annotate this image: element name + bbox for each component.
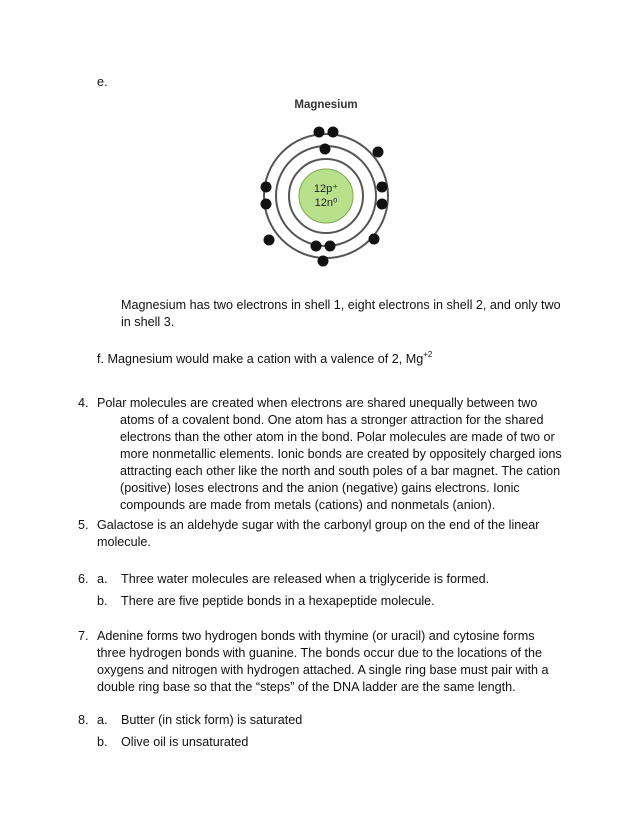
q6-number: 6. bbox=[78, 572, 89, 586]
nucleus-neutrons: 12n⁰ bbox=[314, 197, 338, 209]
item-e-marker: e. bbox=[97, 75, 108, 89]
q4-line: (positive) loses electrons and the anion (negative) gains electrons. Ionic bbox=[120, 481, 520, 495]
item-f-superscript: +2 bbox=[423, 349, 433, 359]
q7-answer bbox=[97, 628, 549, 696]
q7-line: double ring base so that the “steps” of the DNA ladder are the same length. bbox=[97, 680, 516, 694]
nucleus-protons: 12p⁺ bbox=[313, 183, 339, 195]
q7-line: oxygens and nitrogen with hydrogen attached. A single ring base must pair with a bbox=[97, 663, 549, 677]
q8-a-marker: a. bbox=[97, 713, 108, 727]
q4-answer bbox=[97, 395, 562, 514]
magnesium-bohr-diagram bbox=[254, 92, 394, 268]
electron-dot bbox=[325, 241, 336, 252]
electron-dot bbox=[318, 256, 329, 267]
q8-number: 8. bbox=[78, 713, 89, 727]
q4-line: more nonmetallic elements. Ionic bonds are created by oppositely charged ions bbox=[120, 447, 562, 461]
q6-b-text: There are five peptide bonds in a hexapeptide molecule. bbox=[121, 594, 435, 608]
q8-b-marker: b. bbox=[97, 735, 108, 749]
q6-a-text: Three water molecules are released when a triglyceride is formed. bbox=[121, 572, 490, 586]
q6-b-marker: b. bbox=[97, 594, 108, 608]
q5-number: 5. bbox=[78, 518, 89, 532]
item-f-text: f. Magnesium would make a cation with a valence of 2, Mg bbox=[97, 352, 424, 366]
q7-line: three hydrogen bonds with guanine. The bonds occur due to the locations of the bbox=[97, 646, 543, 660]
q4-line: electrons than the other atom in the bond. Polar molecules are made of two or bbox=[120, 430, 555, 444]
q5-line: Galactose is an aldehyde sugar with the carbonyl group on the end of the linear bbox=[97, 518, 540, 532]
electron-dot bbox=[328, 127, 339, 138]
electron-dot bbox=[261, 182, 272, 193]
q5-line: molecule. bbox=[97, 535, 151, 549]
electron-dot bbox=[311, 241, 322, 252]
q8-b-text: Olive oil is unsaturated bbox=[121, 735, 249, 749]
q5-answer bbox=[97, 517, 539, 551]
nucleus bbox=[299, 169, 353, 223]
q4-line: Polar molecules are created when electrons are shared unequally between two bbox=[97, 396, 538, 410]
electron-dot bbox=[369, 234, 380, 245]
caption-line: in shell 3. bbox=[121, 315, 175, 329]
q4-line: atoms of a covalent bond. One atom has a stronger attraction for the shared bbox=[120, 413, 544, 427]
electron-dot bbox=[377, 199, 388, 210]
electron-dot bbox=[264, 235, 275, 246]
q7-number: 7. bbox=[78, 629, 89, 643]
q6-a-marker: a. bbox=[97, 572, 108, 586]
q4-line: compounds are made from metals (cations) and nonmetals (anion). bbox=[120, 498, 496, 512]
q4-line: attracting each other like the north and south poles of a bar magnet. The cation bbox=[120, 464, 561, 478]
electron-dot bbox=[320, 144, 331, 155]
item-f bbox=[97, 351, 432, 368]
electron-dot bbox=[373, 147, 384, 158]
q4-number: 4. bbox=[78, 396, 89, 410]
diagram-title: Magnesium bbox=[294, 99, 358, 111]
caption-line: Magnesium has two electrons in shell 1, eight electrons in shell 2, and only two bbox=[121, 298, 561, 312]
item-e-caption bbox=[121, 297, 561, 331]
electron-dot bbox=[261, 199, 272, 210]
electron-dot bbox=[377, 182, 388, 193]
q7-line: Adenine forms two hydrogen bonds with thymine (or uracil) and cytosine forms bbox=[97, 629, 535, 643]
q8-a-text: Butter (in stick form) is saturated bbox=[121, 713, 303, 727]
electron-dot bbox=[314, 127, 325, 138]
